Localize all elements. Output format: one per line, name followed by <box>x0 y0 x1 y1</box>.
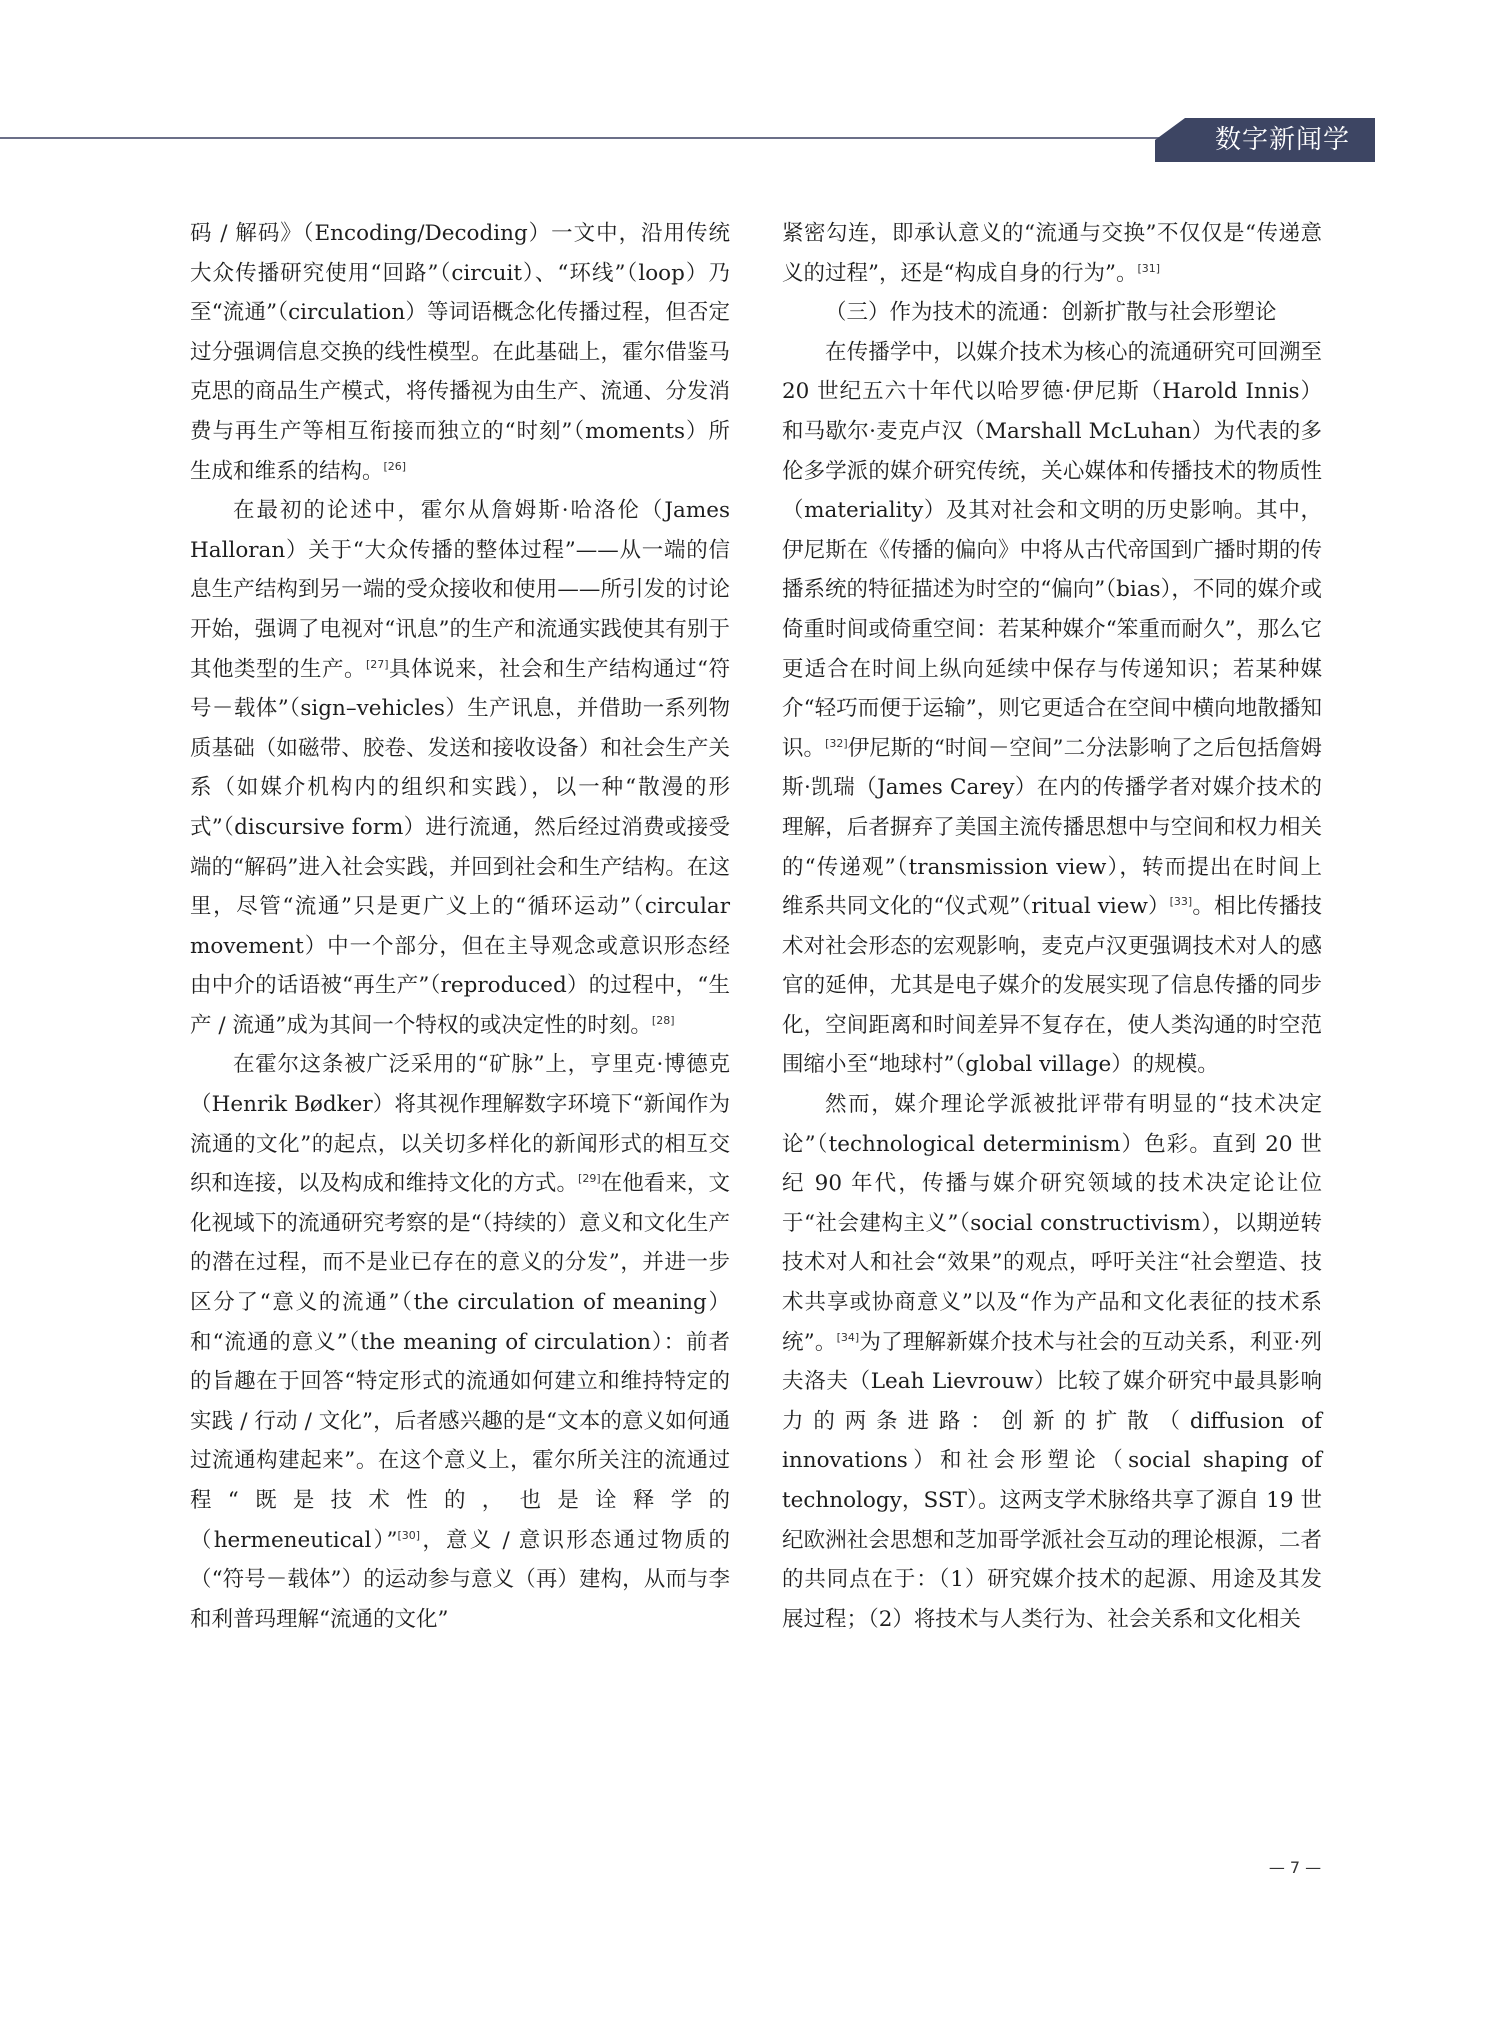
citation-ref[interactable]: [30] <box>397 1528 421 1542</box>
paragraph-text: ，意义 / 意识形态通过物质的（“符号－载体”）的运动参与意义（再）建构，从而与李和利普玛理解“流通的文化” <box>190 1527 730 1632</box>
paragraph-text: 在他看来，文化视域下的流通研究考察的是“（持续的）意义和文化生产的潜在过程，而不是业已存在的意义的分发”，并进一步区分了“意义的流通”（the circulation of meaning）和“流通的意义”（the meaning of circulation）：前者的旨趣在于回答“特定形式的流通如何建立和维持特定的实践 / 行动 / 文化”，后者感兴趣的是“文本的意义如何通过流通构建起来”。在这个意义上，霍尔所关注的流通过程“既是技术性的，也是诠释学的（hermeneutical）” <box>190 1171 730 1553</box>
left-column <box>190 214 730 1639</box>
citation-ref[interactable]: [27] <box>365 657 389 671</box>
citation-ref[interactable]: [33] <box>1169 894 1193 908</box>
paragraph-text: 。相比传播技术对社会形态的宏观影响，麦克卢汉更强调技术对人的感官的延伸，尤其是电子媒介的发展实现了信息传播的同步化，空间距离和时间差异不复存在，使人类沟通的时空范围缩小至“地球村”（global village）的规模。 <box>782 894 1322 1078</box>
right-column <box>782 214 1322 1639</box>
citation-ref[interactable]: [34] <box>836 1330 860 1344</box>
citation-ref[interactable]: [31] <box>1137 261 1161 275</box>
citation-ref[interactable]: [28] <box>651 1013 675 1027</box>
paragraph-text: 伊尼斯的“时间－空间”二分法影响了之后包括詹姆斯·凯瑞（James Carey）在内的传播学者对媒介技术的理解，后者摒弃了美国主流传播思想中与空间和权力相关的“传递观”（transmission view），转而提出在时间上维系共同文化的“仪式观”（ritual view） <box>782 735 1322 920</box>
paragraph-text: 具体说来，社会和生产结构通过“符号－载体”（sign–vehicles）生产讯息，并借助一系列物质基础（如磁带、胶卷、发送和接收设备）和社会生产关系（如媒介机构内的组织和实践），以一种“散漫的形式”（discursive form）进行流通，然后经过消费或接受端的“解码”进入社会实践，并回到社会和生产结构。在这里，尽管“流通”只是更广义上的“循环运动”（circular movement）中一个部分，但在主导观念或意识形态经由中介的话语被“再生产”（reproduced）的过程中，“生产 / 流通”成为其间一个特权的或决定性的时刻。 <box>190 656 730 1038</box>
paragraph-text: 为了理解新媒介技术与社会的互动关系，利亚·列夫洛夫（Leah Lievrouw）比较了媒介研究中最具影响力的两条进路：创新的扩散（diffusion of innovations）和社会形塑论（social shaping of technology，SST）。这两支学术脉络共享了源自 19 世纪欧洲社会思想和芝加哥学派社会互动的理论根源，二者的共同点在于：（1）研究媒介技术的起源、用途及其发展过程；（2）将技术与人类行为、社会关系和文化相关 <box>782 1329 1322 1632</box>
paragraph-text: （三）作为技术的流通：创新扩散与社会形塑论 <box>825 300 1277 326</box>
body-paragraph <box>782 333 1322 1085</box>
journal-title: 数字新闻学 <box>1214 125 1350 155</box>
citation-ref[interactable]: [32] <box>825 736 848 750</box>
citation-ref[interactable]: [29] <box>578 1172 601 1186</box>
header-rule <box>0 137 1190 139</box>
section-subheading <box>782 293 1322 333</box>
citation-ref[interactable]: [26] <box>383 459 407 473</box>
body-paragraph <box>782 1085 1322 1639</box>
page-number: — 7 — <box>1268 1858 1322 1877</box>
paragraph-text: 紧密勾连，即承认意义的“流通与交换”不仅仅是“传递意义的过程”，还是“构成自身的行为”。 <box>782 221 1322 286</box>
paragraph-text: 在传播学中，以媒介技术为核心的流通研究可回溯至 20 世纪五六十年代以哈罗德·伊尼斯（Harold Innis）和马歇尔·麦克卢汉（Marshall McLuhan）为代表的多伦多学派的媒介研究传统，关心媒体和传播技术的物质性（materiality）及其对社会和文明的历史影响。其中，伊尼斯在《传播的偏向》中将从古代帝国到广播时期的传播系统的特征描述为时空的“偏向”（bias），不同的媒介或倚重时间或倚重空间：若某种媒介“笨重而耐久”，那么它更适合在时间上纵向延续中保存与传递知识；若某种媒介“轻巧而便于运输”，则它更适合在空间中横向地散播知识。 <box>782 339 1322 761</box>
body-paragraph <box>782 214 1322 293</box>
body-paragraph <box>190 1045 730 1639</box>
paragraph-text: 码 / 解码》（Encoding/Decoding）一文中，沿用传统大众传播研究使用“回路”（circuit）、“环线”（loop）乃至“流通”（circulation）等词语概念化传播过程，但否定过分强调信息交换的线性模型。在此基础上，霍尔借鉴马克思的商品生产模式，将传播视为由生产、流通、分发消费与再生产等相互衔接而独立的“时刻”（moments）所生成和维系的结构。 <box>190 221 730 484</box>
body-paragraph <box>190 214 730 491</box>
body-paragraph <box>190 491 730 1045</box>
paragraph-text: 然而，媒介理论学派被批评带有明显的“技术决定论”（technological determinism）色彩。直到 20 世纪 90 年代，传播与媒介研究领域的技术决定论让位于“社会建构主义”（social constructivism），以期逆转技术对人和社会“效果”的观点，呼吁关注“社会塑造、技术共享或协商意义”以及“作为产品和文化表征的技术系统”。 <box>782 1092 1322 1355</box>
paragraph-text: 在霍尔这条被广泛采用的“矿脉”上，亨里克·博德克（Henrik Bødker）将其视作理解数字环境下“新闻作为流通的文化”的起点，以关切多样化的新闻形式的相互交织和连接，以及构成和维持文化的方式。 <box>190 1052 730 1197</box>
paragraph-text: 在最初的论述中，霍尔从詹姆斯·哈洛伦（James Halloran）关于“大众传播的整体过程”——从一端的信息生产结构到另一端的受众接收和使用——所引发的讨论开始，强调了电视对“讯息”的生产和流通实践使其有别于其他类型的生产。 <box>190 498 730 682</box>
